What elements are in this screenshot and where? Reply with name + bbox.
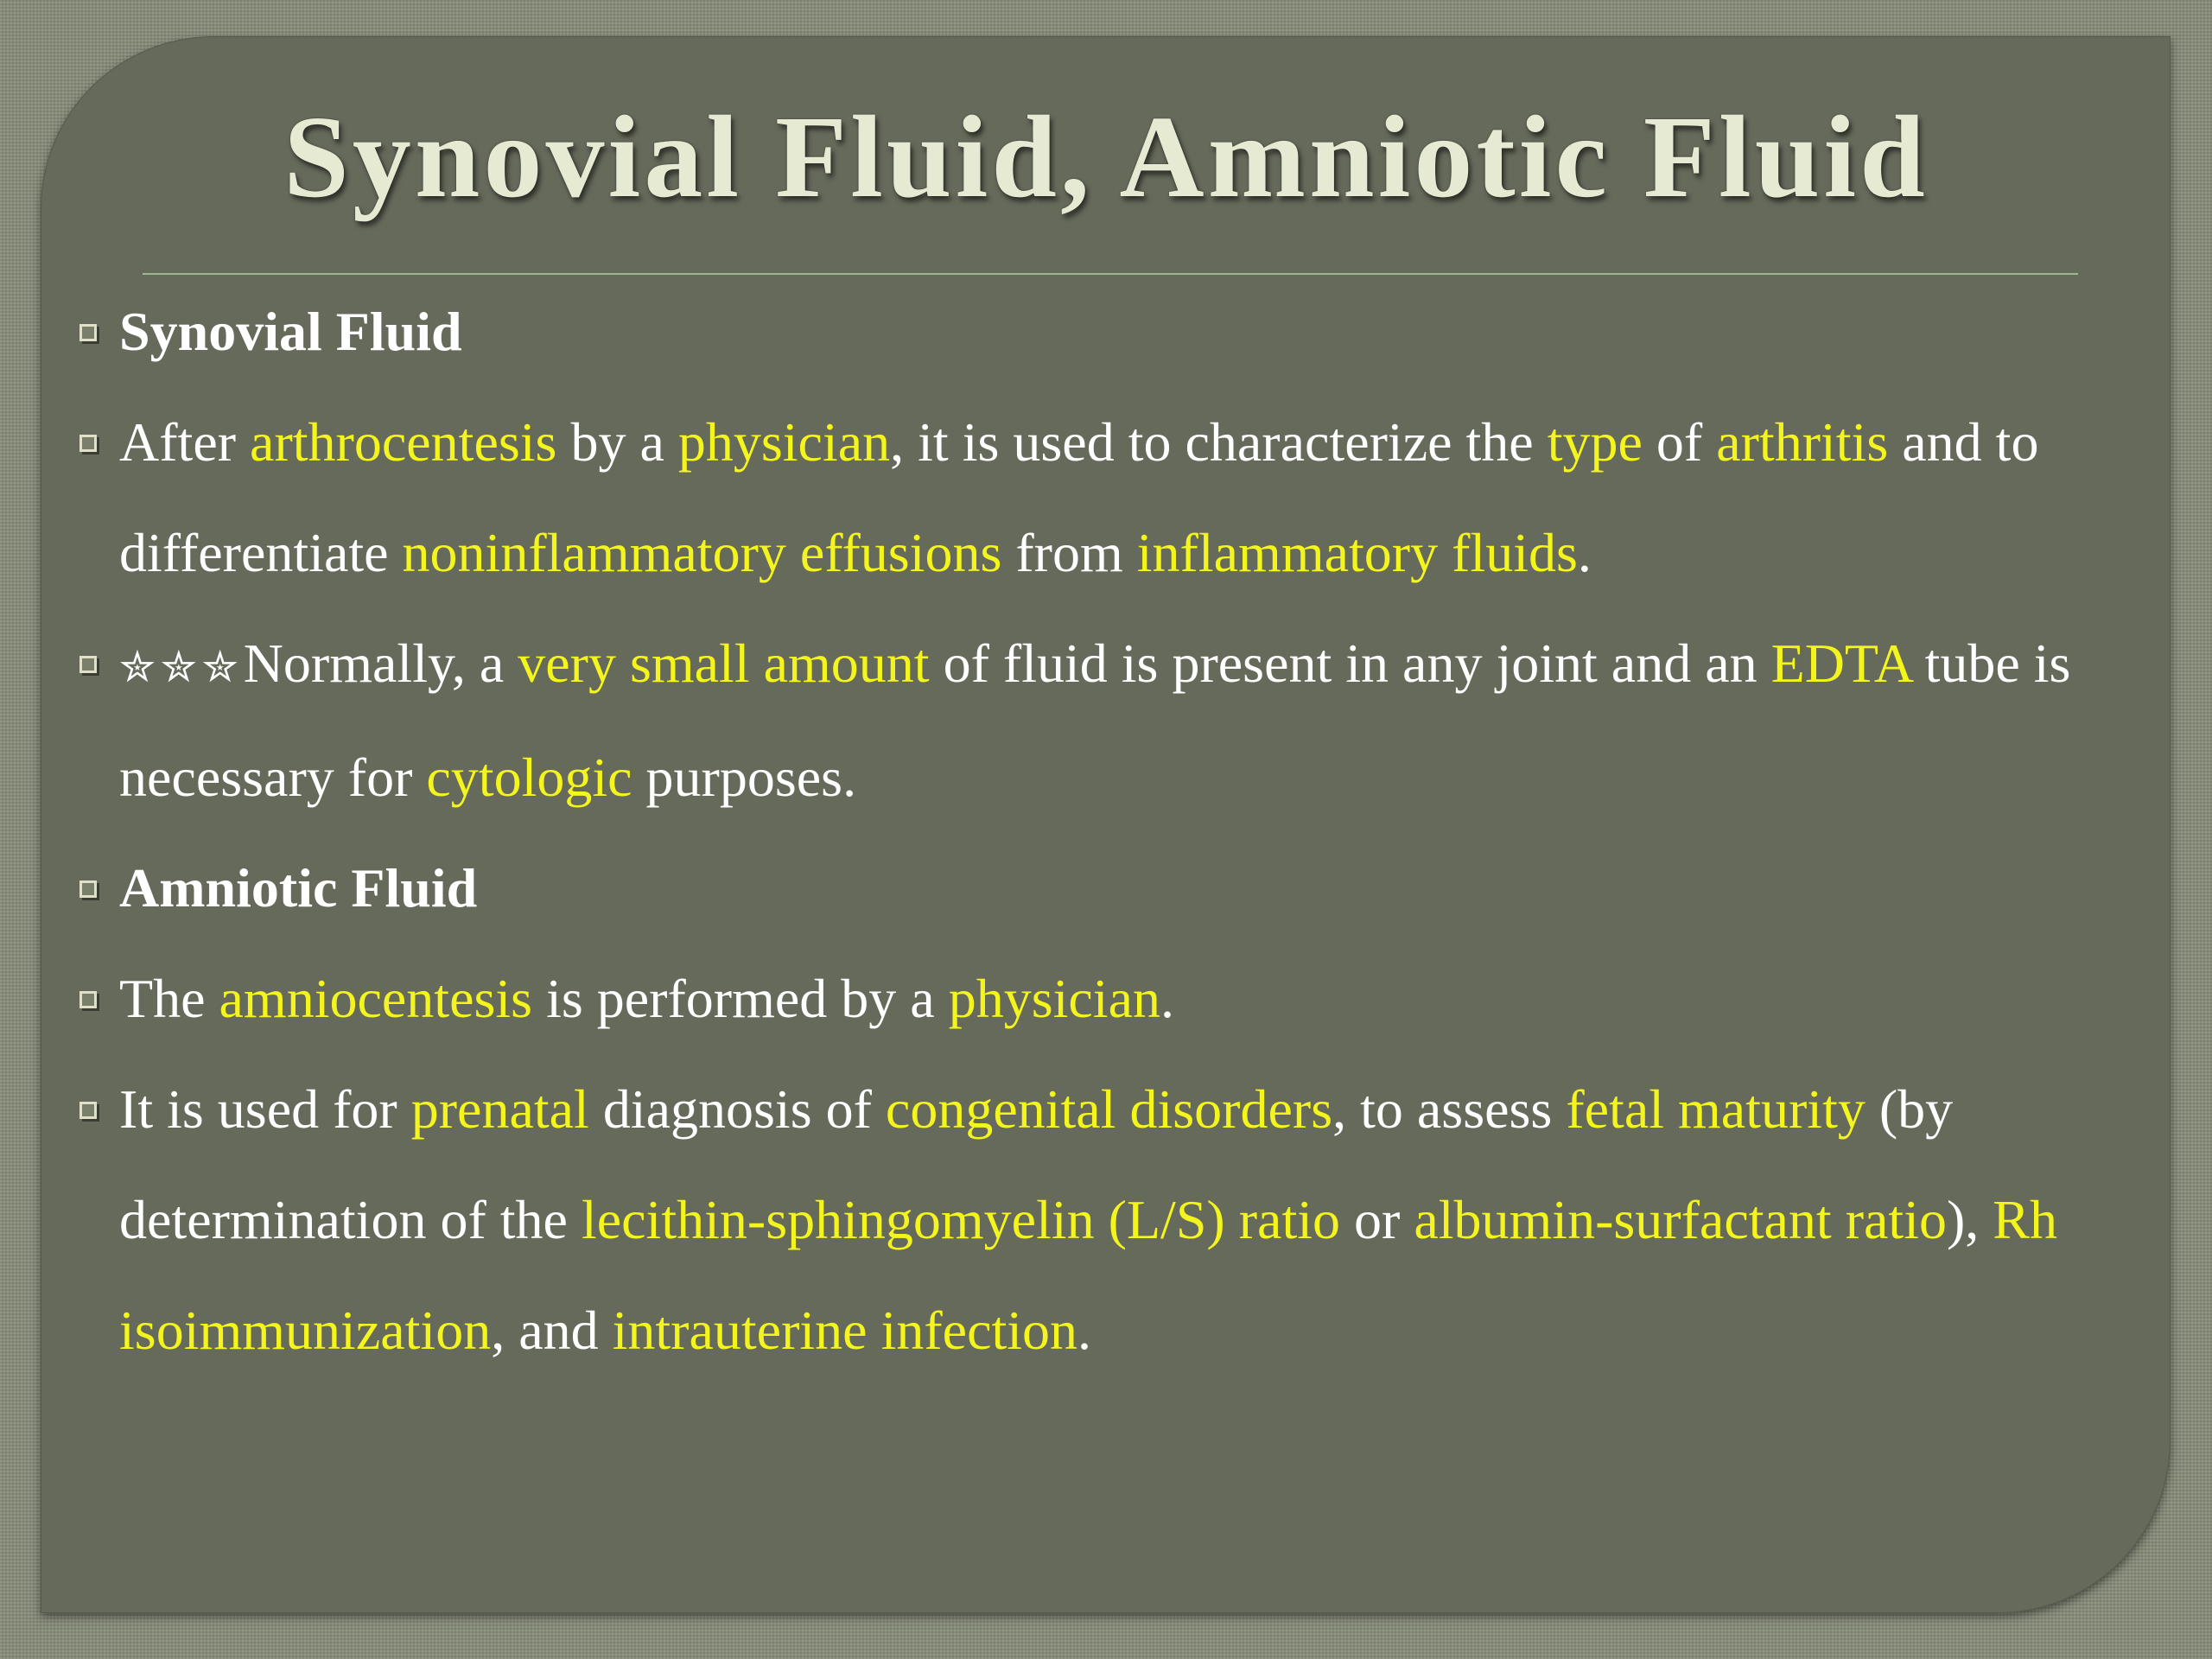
- highlighted-term: arthrocentesis: [250, 411, 557, 473]
- bullet-text: or: [1340, 1189, 1414, 1250]
- square-bullet-icon: [79, 435, 97, 452]
- bullet-text: , and: [491, 1300, 613, 1361]
- bullet-text: purposes.: [632, 747, 857, 808]
- section-heading: Synovial Fluid: [119, 301, 462, 362]
- bullet-text: of fluid is present in any joint and an: [929, 632, 1771, 694]
- square-bullet-icon: [79, 880, 97, 898]
- highlighted-term: physician: [948, 968, 1160, 1029]
- bullet-heading-item: [78, 276, 2169, 387]
- square-bullet-icon: [79, 324, 97, 341]
- highlighted-term: Rh isoimmunization: [119, 1189, 2057, 1361]
- bullet-item: [78, 944, 2169, 1054]
- bullet-text: by a: [556, 411, 678, 473]
- bullet-text: from: [1001, 522, 1137, 583]
- bullet-text: tube is necessary for: [119, 632, 2071, 808]
- bullet-text: and to differentiate: [119, 411, 2039, 583]
- square-bullet-icon: [79, 656, 97, 673]
- highlighted-term: intrauterine infection: [612, 1300, 1078, 1361]
- highlighted-term: congenital disorders: [885, 1078, 1333, 1140]
- highlighted-term: cytologic: [426, 747, 632, 808]
- highlighted-term: lecithin-sphingomyelin (L/S) ratio: [581, 1189, 1340, 1250]
- highlighted-term: arthritis: [1716, 411, 1889, 473]
- highlighted-term: very small amount: [518, 632, 930, 694]
- bullet-text: ),: [1946, 1189, 1993, 1250]
- bullet-heading-item: [78, 833, 2169, 944]
- highlighted-term: albumin-surfactant ratio: [1414, 1189, 1947, 1250]
- title-divider: [143, 273, 2078, 275]
- star-marks: ✮✮✮: [119, 642, 244, 692]
- bullet-list: [78, 276, 2169, 1386]
- bullet-text: Normally, a: [243, 632, 518, 694]
- square-bullet-icon: [79, 991, 97, 1008]
- highlighted-term: inflammatory fluids: [1136, 522, 1578, 583]
- bullet-text: is performed by a: [532, 968, 949, 1029]
- highlighted-term: physician: [677, 411, 891, 473]
- highlighted-term: fetal maturity: [1566, 1078, 1866, 1140]
- bullet-text: of: [1642, 411, 1717, 473]
- bullet-text: , to assess: [1332, 1078, 1567, 1140]
- bullet-text: diagnosis of: [588, 1078, 886, 1140]
- bullet-text: .: [1077, 1300, 1092, 1361]
- highlighted-term: EDTA: [1770, 632, 1911, 694]
- bullet-text: .: [1160, 968, 1174, 1029]
- bullet-text: It is used for: [119, 1078, 411, 1140]
- bullet-text: .: [1577, 522, 1592, 583]
- slide-title: Synovial Fluid, Amniotic Fluid: [283, 92, 1929, 222]
- bullet-text: After: [119, 411, 251, 473]
- highlighted-term: amniocentesis: [219, 968, 533, 1029]
- highlighted-term: type: [1547, 411, 1643, 473]
- bullet-item: [78, 1054, 2169, 1386]
- bullet-text: (by determination of the: [119, 1078, 1954, 1250]
- highlighted-term: prenatal: [410, 1078, 589, 1140]
- section-heading: Amniotic Fluid: [119, 857, 478, 918]
- highlighted-term: noninflammatory effusions: [402, 522, 1002, 583]
- bullet-text: , it is used to characterize the: [890, 411, 1548, 473]
- square-bullet-icon: [79, 1102, 97, 1119]
- bullet-text: The: [119, 968, 219, 1029]
- bullet-item: [78, 387, 2169, 608]
- bullet-item: [78, 608, 2169, 833]
